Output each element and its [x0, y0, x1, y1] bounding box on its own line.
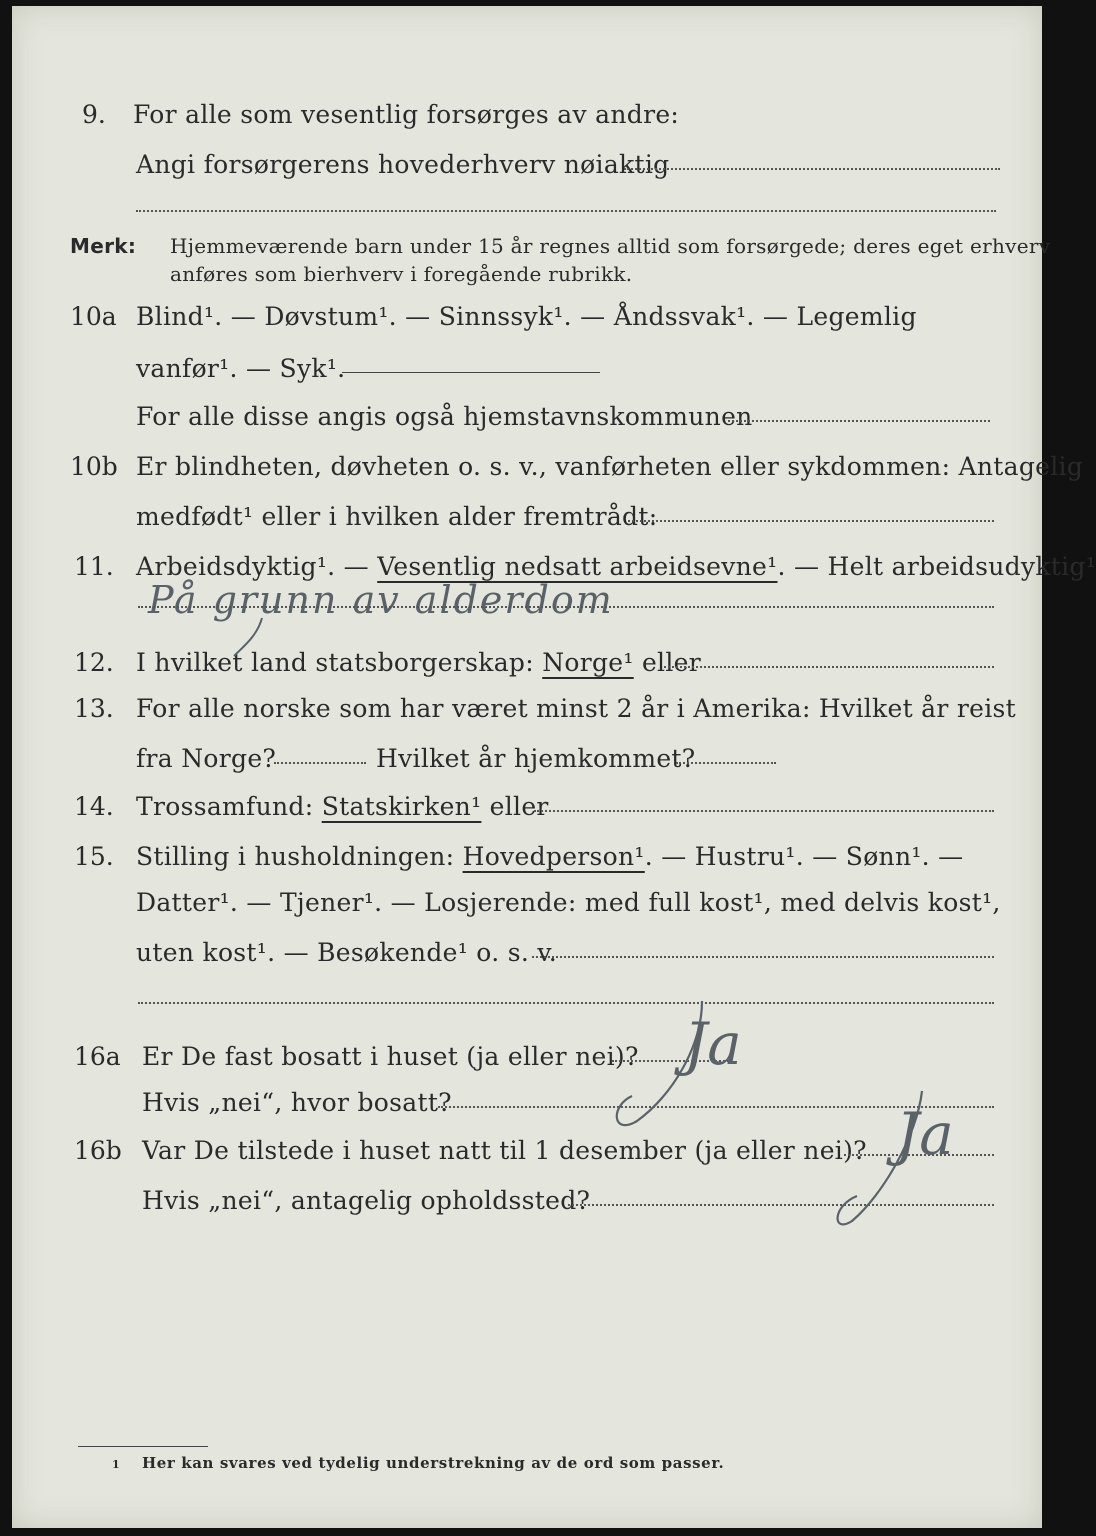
q13-question-2b: Hvilket år hjemkommet?	[376, 744, 696, 773]
q9-question: For alle som vesentlig forsørges av andre:	[133, 100, 680, 129]
q15-question-2: Datter¹. — Tjener¹. — Losjerende: med full kost¹, med delvis kost¹,	[136, 888, 1001, 917]
q10a-question: Blind¹. — Døvstum¹. — Sinnssyk¹. — Åndssvak¹. — Legemlig	[136, 302, 917, 331]
q16b-question-2: Hvis „nei“, antagelig opholdssted?	[142, 1186, 591, 1215]
q14-number: 14.	[74, 792, 114, 821]
q16a-number: 16a	[74, 1042, 121, 1071]
footnote-text: Her kan svares ved tydelig understrekning av de ord som passer.	[142, 1454, 725, 1472]
q11-number: 11.	[74, 552, 114, 581]
q12-question: I hvilket land statsborgerskap: Norge¹ eller	[136, 648, 701, 677]
q14-underlined-choice: Statskirken¹	[321, 792, 482, 821]
q16a-question-2: Hvis „nei“, hvor bosatt?	[142, 1088, 452, 1117]
footnote-rule	[78, 1446, 208, 1447]
q16b-number: 16b	[74, 1136, 122, 1165]
q10a-question-3: For alle disse angis også hjemstavnskommunen	[136, 402, 753, 431]
q14-question: Trossamfund: Statskirken¹ eller	[136, 792, 549, 821]
q9-number: 9.	[82, 100, 106, 129]
merk-note: Hjemmeværende barn under 15 år regnes alltid som forsørgede; deres eget erhverv	[170, 234, 1051, 258]
q16b-question: Var De tilstede i huset natt til 1 desember (ja eller nei)?	[142, 1136, 867, 1165]
q10a-number: 10a	[70, 302, 117, 331]
handwriting-strokes	[12, 6, 1042, 1528]
q9-question-2: Angi forsørgerens hovederhverv nøiaktig	[136, 150, 670, 179]
footnote-mark: 1	[112, 1458, 121, 1471]
q15-underlined-choice: Hovedperson¹	[462, 842, 645, 871]
q12-number: 12.	[74, 648, 114, 677]
q11-question: Arbeidsdyktig¹. — Vesentlig nedsatt arbeidsevne¹. — Helt arbeidsudyktig¹	[136, 552, 1096, 581]
q16a-handwritten-answer: Ja	[684, 1010, 742, 1078]
q10b-number: 10b	[70, 452, 118, 481]
q10b-question: Er blindheten, døvheten o. s. v., vanførheten eller sykdommen: Antagelig	[136, 452, 1084, 481]
q11-underlined-choice: Vesentlig nedsatt arbeidsevne¹	[377, 552, 778, 581]
q10a-question-2: vanfør¹. — Syk¹.	[136, 354, 346, 383]
q10b-question-2: medfødt¹ eller i hvilken alder fremtrådt:	[136, 502, 658, 531]
q15-question: Stilling i husholdningen: Hovedperson¹. — Hustru¹. — Sønn¹. —	[136, 842, 964, 871]
q13-question: For alle norske som har været minst 2 år i Amerika: Hvilket år reist	[136, 694, 1017, 723]
q16a-question: Er De fast bosatt i huset (ja eller nei)?	[142, 1042, 639, 1071]
q11-handwritten-answer: På grunn av alderdom	[148, 578, 614, 622]
q12-underlined-choice: Norge¹	[542, 648, 634, 677]
census-form-page	[12, 6, 1096, 1528]
merk-note-2: anføres som bierhverv i foregående rubrikk.	[170, 262, 633, 286]
q15-question-3: uten kost¹. — Besøkende¹ o. s. v.	[136, 938, 558, 967]
merk-label: Merk:	[70, 234, 137, 258]
q13-question-2a: fra Norge?	[136, 744, 277, 773]
q16b-handwritten-answer: Ja	[896, 1100, 954, 1168]
q13-number: 13.	[74, 694, 114, 723]
q15-number: 15.	[74, 842, 114, 871]
